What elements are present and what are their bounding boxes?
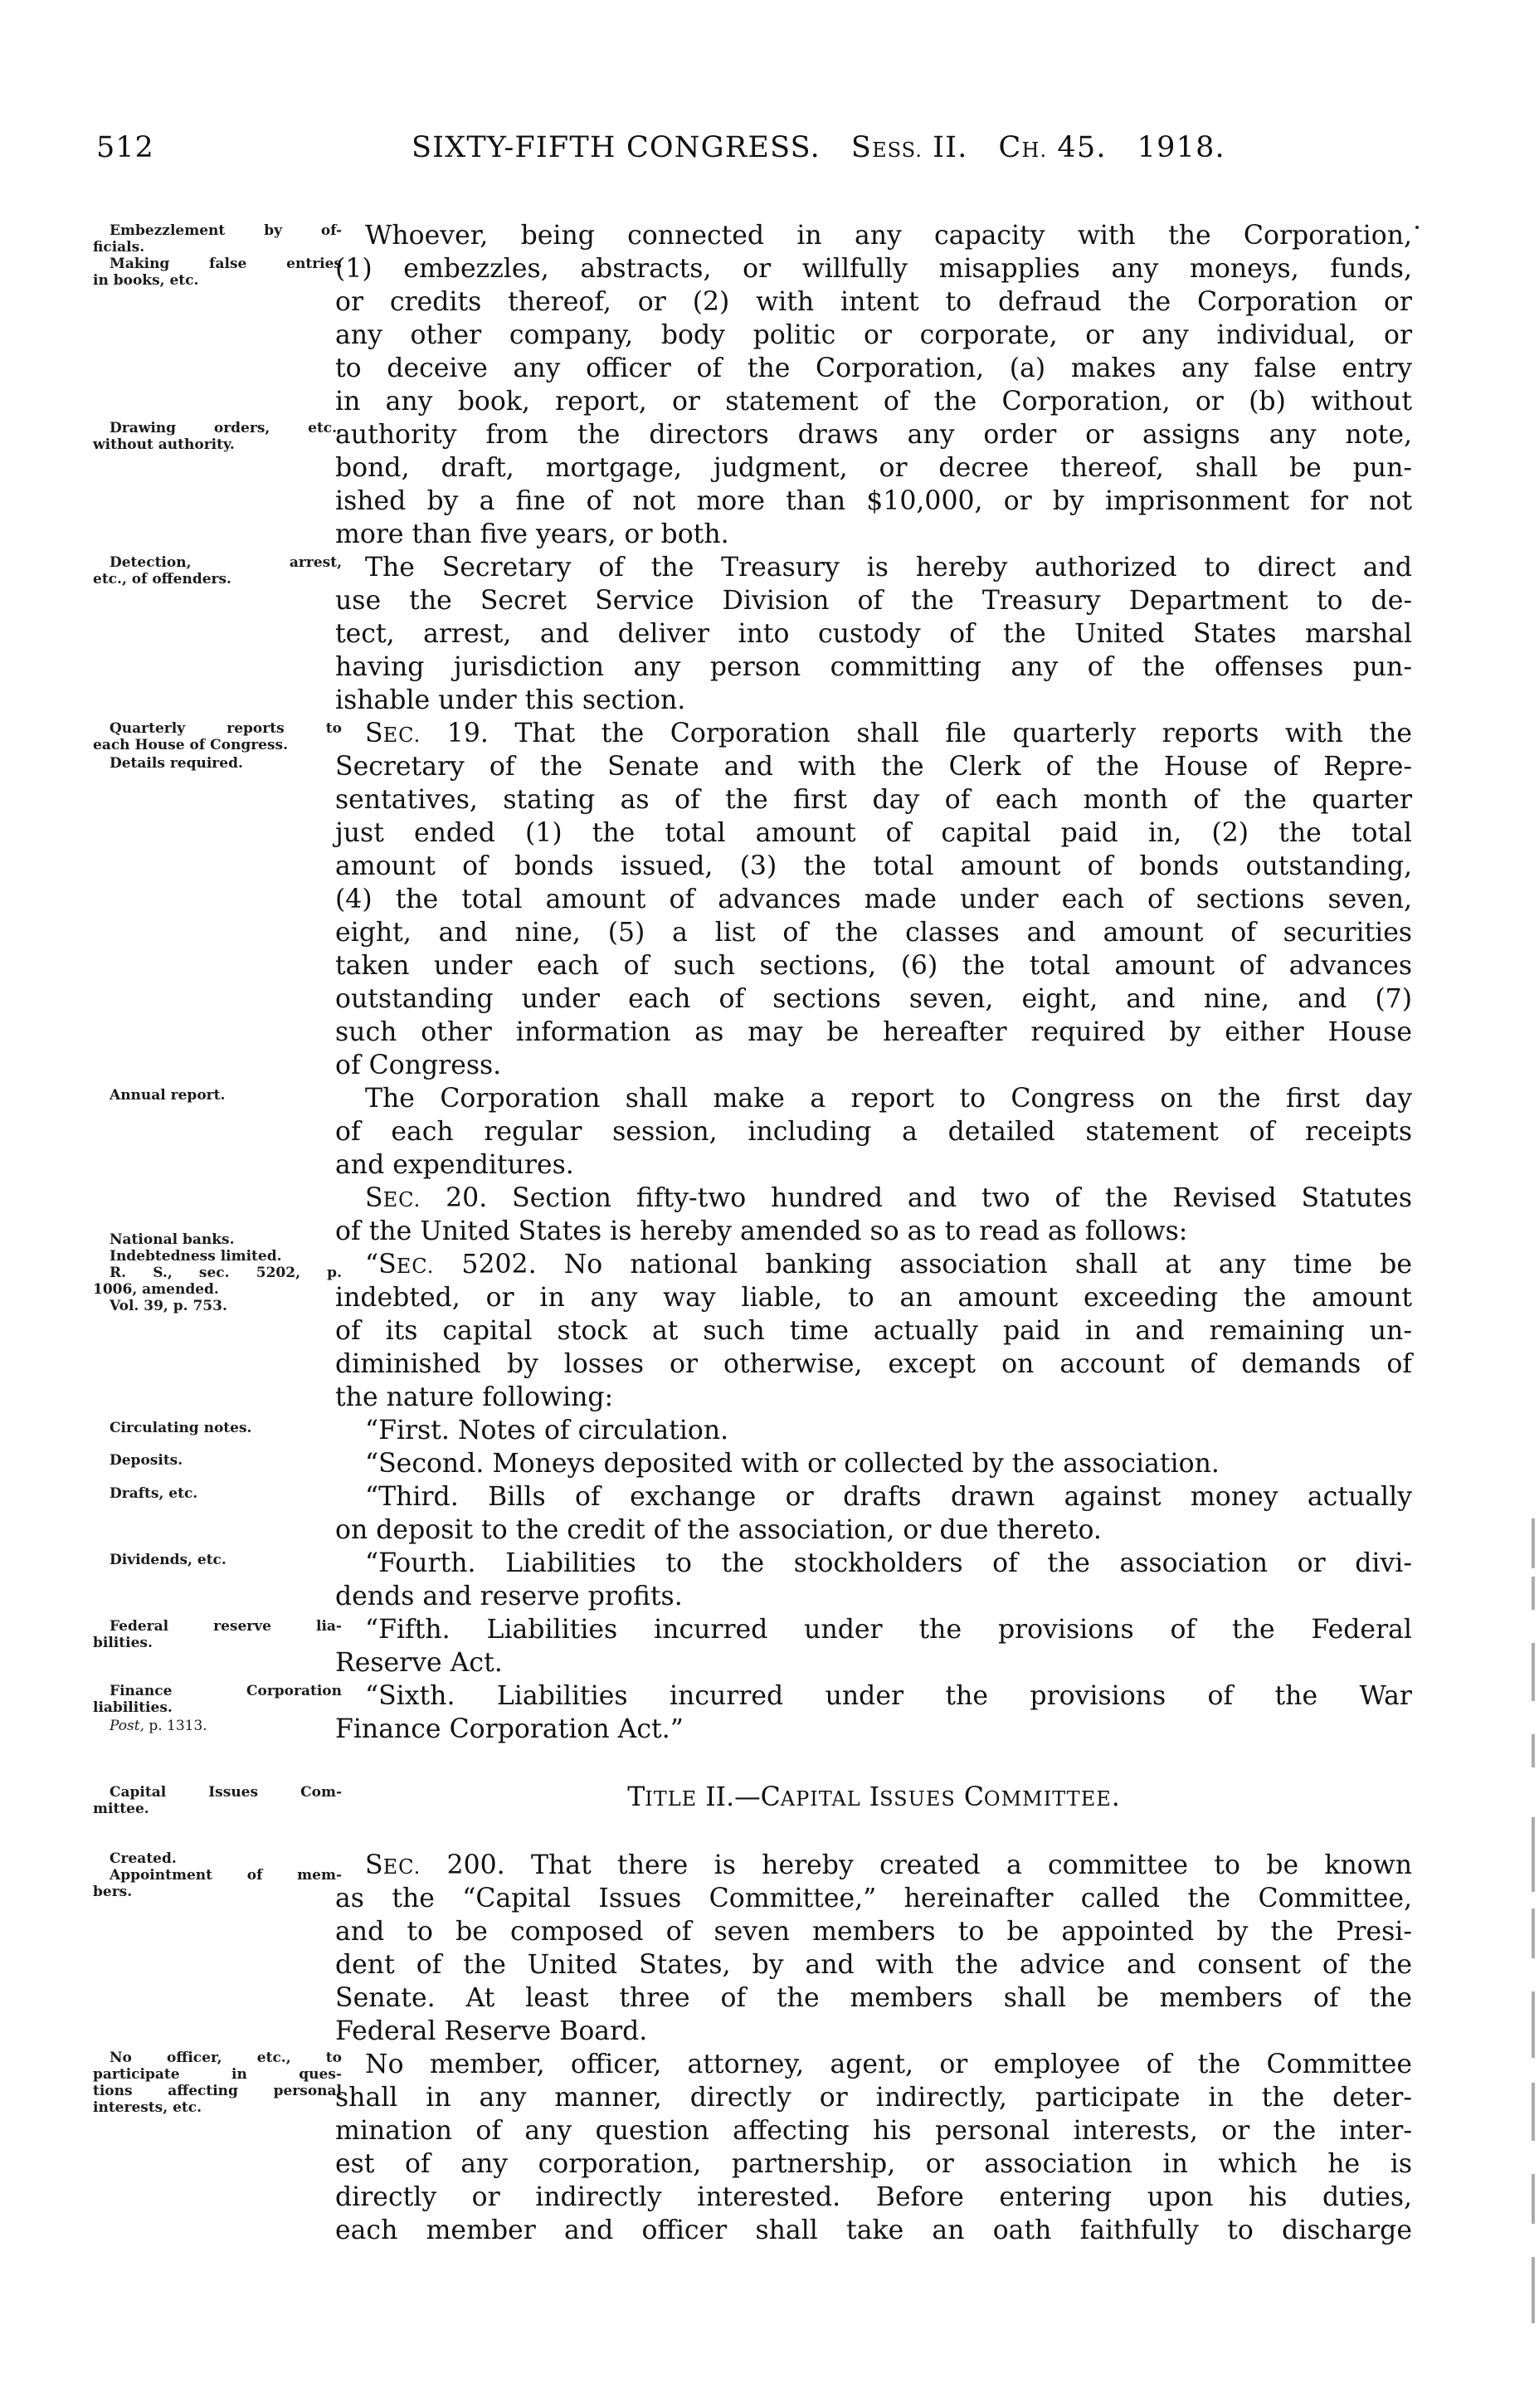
margin-note-line: bilities. xyxy=(93,1635,153,1651)
margin-note xyxy=(93,554,342,587)
body-line: of Congress. xyxy=(335,1050,502,1080)
body-line: eight, and nine, (5) a list of the classes and amount of securities xyxy=(335,918,1412,948)
scan-artifact xyxy=(1532,1817,1535,1892)
body-line: of the United States is hereby amended so as to read as follows: xyxy=(335,1216,1188,1246)
body-line: Whoever, being connected in any capacity with the Corporation, xyxy=(365,221,1412,251)
margin-note xyxy=(93,1248,342,1265)
body-line: of its capital stock at such time actually paid in and remaining un- xyxy=(335,1316,1412,1346)
scan-artifact xyxy=(1532,1991,1535,2058)
margin-note xyxy=(93,1784,342,1817)
body-line: (4) the total amount of advances made under each of sections seven, xyxy=(335,885,1412,914)
margin-note-line: Dividends, etc. xyxy=(110,1552,226,1568)
margin-note xyxy=(93,1298,342,1314)
margin-note-line: Post, p. 1313. xyxy=(110,1718,207,1734)
body-line: each member and officer shall take an oath faithfully to discharge xyxy=(335,2215,1412,2245)
margin-note xyxy=(93,720,342,753)
scan-artifact xyxy=(1532,2257,1535,2323)
scan-artifact xyxy=(1532,2083,1535,2141)
body-line: such other information as may be hereafter required by either House xyxy=(335,1017,1412,1047)
body-line: to deceive any officer of the Corporation, (a) makes any false entry xyxy=(335,353,1412,383)
body-line: indebted, or in any way liable, to an amount exceeding the amount xyxy=(335,1283,1412,1313)
margin-note xyxy=(93,1850,342,1867)
body-line: The Secretary of the Treasury is hereby authorized to direct and xyxy=(365,553,1412,583)
body-line: amount of bonds issued, (3) the total amount of bonds outstanding, xyxy=(335,851,1412,881)
body-line: est of any corporation, partnership, or association in which he is xyxy=(335,2149,1412,2179)
margin-note xyxy=(93,1420,342,1436)
body-line: bond, draft, mortgage, judgment, or decree thereof, shall be pun- xyxy=(335,453,1412,483)
margin-note-line: Embezzlement by of- xyxy=(110,222,342,239)
chapter-label: CH. 45. xyxy=(998,131,1107,164)
margin-note-line: Deposits. xyxy=(110,1452,183,1469)
body-line: “Fourth. Liabilities to the stockholders of the association or divi- xyxy=(365,1548,1412,1578)
body-line: Secretary of the Senate and with the Clerk of the House of Repre- xyxy=(335,752,1412,782)
congress-label: SIXTY-FIFTH CONGRESS. xyxy=(412,131,821,164)
margin-note-line: National banks. xyxy=(110,1231,235,1248)
margin-note-line: tions affecting personal xyxy=(93,2083,342,2099)
margin-note-line: Making false entries xyxy=(110,256,342,272)
body-line: on deposit to the credit of the association, or due thereto. xyxy=(335,1515,1102,1545)
body-line: Reserve Act. xyxy=(335,1648,503,1678)
body-line: sentatives, stating as of the first day of each month of the quarter xyxy=(335,785,1412,815)
running-head xyxy=(412,131,1225,164)
margin-note xyxy=(93,1618,342,1651)
margin-note xyxy=(93,420,342,453)
body-line: Senate. At least three of the members shall be members of the xyxy=(335,1983,1412,2013)
margin-note-line: participate in ques- xyxy=(93,2066,342,2083)
scan-artifact xyxy=(1532,2174,1535,2224)
body-line: diminished by losses or otherwise, except on account of demands of xyxy=(335,1349,1412,1379)
body-line: “Sixth. Liabilities incurred under the provisions of the War xyxy=(365,1681,1412,1711)
margin-note xyxy=(93,1718,342,1734)
margin-note xyxy=(93,256,342,289)
body-line: of each regular session, including a detailed statement of receipts xyxy=(335,1117,1412,1147)
body-line: having jurisdiction any person committing any of the offenses pun- xyxy=(335,652,1412,682)
margin-note-line: mittee. xyxy=(93,1801,149,1817)
body-line: as the “Capital Issues Committee,” hereinafter called the Committee, xyxy=(335,1884,1412,1913)
body-line: or credits thereof, or (2) with intent to defraud the Corporation or xyxy=(335,287,1412,317)
body-line: dent of the United States, by and with the advice and consent of the xyxy=(335,1950,1412,1980)
body-line: SEC. 200. That there is hereby created a committee to be known xyxy=(365,1850,1412,1880)
body-line: “Fifth. Liabilities incurred under the provisions of the Federal xyxy=(365,1615,1412,1645)
body-line: tect, arrest, and deliver into custody of the United States marshal xyxy=(335,619,1412,649)
margin-note xyxy=(93,222,342,256)
body-line: mination of any question affecting his personal interests, or the inter- xyxy=(335,2116,1412,2146)
body-line: any other company, body politic or corporate, or any individual, or xyxy=(335,320,1412,350)
margin-note-line: 1006, amended. xyxy=(93,1281,219,1298)
margin-note-line: Finance Corporation xyxy=(110,1683,342,1699)
body-line: “First. Notes of circulation. xyxy=(365,1416,729,1445)
margin-note-line: ficials. xyxy=(93,239,145,256)
margin-note xyxy=(93,2050,342,2116)
margin-note xyxy=(93,1485,342,1502)
body-line: ished by a fine of not more than $10,000, or by imprisonment for not xyxy=(335,486,1412,516)
scan-artifact xyxy=(1532,1908,1535,1958)
body-line: taken under each of such sections, (6) the total amount of advances xyxy=(335,951,1412,981)
body-line: the nature following: xyxy=(335,1382,614,1412)
body-line: use the Secret Service Division of the Treasury Department to de- xyxy=(335,586,1412,616)
page-header xyxy=(0,131,1539,171)
scan-artifact xyxy=(1532,1577,1535,1610)
margin-note-line: Federal reserve lia- xyxy=(110,1618,342,1635)
margin-note xyxy=(93,1552,342,1568)
body-line: authority from the directors draws any order or assigns any note, xyxy=(335,420,1412,450)
body-line: and to be composed of seven members to be appointed by the Presi- xyxy=(335,1917,1412,1947)
margin-note-line: without authority. xyxy=(93,436,235,453)
margin-note xyxy=(93,1231,342,1248)
margin-note-line: Detection, arrest, xyxy=(110,554,342,571)
margin-note xyxy=(93,1265,342,1298)
margin-note-line: No officer, etc., to xyxy=(110,2050,342,2066)
margin-note-line: Indebtedness limited. xyxy=(110,1248,282,1265)
body-line: Finance Corporation Act.” xyxy=(335,1714,684,1744)
body-line: “Third. Bills of exchange or drafts drawn against money actually xyxy=(365,1482,1412,1512)
body-line: outstanding under each of sections seven, eight, and nine, and (7) xyxy=(335,984,1412,1014)
margin-note-line: Appointment of mem- xyxy=(110,1867,342,1884)
scan-artifact xyxy=(1532,1643,1535,1701)
scan-artifact xyxy=(1532,1518,1535,1568)
body-line: “SEC. 5202. No national banking association shall at any time be xyxy=(365,1250,1412,1280)
margin-note-line: Drawing orders, etc., xyxy=(110,420,342,436)
margin-note-line: Drafts, etc. xyxy=(110,1485,198,1502)
body-line: and expenditures. xyxy=(335,1150,574,1180)
margin-note-line: each House of Congress. xyxy=(93,737,289,753)
body-line: The Corporation shall make a report to Congress on the first day xyxy=(365,1084,1412,1114)
body-line: ishable under this section. xyxy=(335,685,686,715)
title-heading: TITLE II.—CAPITAL ISSUES COMMITTEE. xyxy=(627,1782,1120,1812)
body-line: shall in any manner, directly or indirectly, participate in the deter- xyxy=(335,2083,1412,2113)
margin-note-line: Vol. 39, p. 753. xyxy=(110,1298,227,1314)
body-line: dends and reserve profits. xyxy=(335,1582,683,1611)
body-line: “Second. Moneys deposited with or collected by the association. xyxy=(365,1449,1220,1479)
page-number: 512 xyxy=(96,131,154,164)
margin-note-line: Circulating notes. xyxy=(110,1420,252,1436)
body-line: just ended (1) the total amount of capital paid in, (2) the total xyxy=(335,818,1412,848)
margin-note xyxy=(93,1683,342,1716)
margin-note-line: etc., of offenders. xyxy=(93,571,231,587)
body-line: No member, officer, attorney, agent, or employee of the Committee xyxy=(365,2050,1412,2079)
margin-note-line: bers. xyxy=(93,1884,133,1900)
body-line: SEC. 19. That the Corporation shall file quarterly reports with the xyxy=(365,719,1412,748)
margin-note xyxy=(93,755,342,772)
year-label: 1918. xyxy=(1137,131,1225,164)
margin-note xyxy=(93,1867,342,1900)
margin-note-line: Details required. xyxy=(110,755,243,772)
margin-note-line: interests, etc. xyxy=(93,2099,202,2116)
margin-note-line: in books, etc. xyxy=(93,272,199,289)
margin-note xyxy=(93,1087,342,1104)
body-line: SEC. 20. Section fifty-two hundred and two of the Revised Statutes xyxy=(365,1183,1412,1213)
margin-note-line: R. S., sec. 5202, p. xyxy=(110,1265,342,1281)
body-line: more than five years, or both. xyxy=(335,519,729,549)
scan-speck xyxy=(1415,226,1419,229)
margin-note-line: Created. xyxy=(110,1850,177,1867)
margin-note-line: Quarterly reports to xyxy=(110,720,342,737)
margin-note-line: Capital Issues Com- xyxy=(110,1784,342,1801)
scan-artifact xyxy=(1532,1734,1535,1767)
margin-note xyxy=(93,1452,342,1469)
body-line: directly or indirectly interested. Before entering upon his duties, xyxy=(335,2182,1412,2212)
body-line: (1) embezzles, abstracts, or willfully misapplies any moneys, funds, xyxy=(335,254,1412,284)
margin-note-line: liabilities. xyxy=(93,1699,173,1716)
session-label: SESS. II. xyxy=(850,131,968,164)
body-line: Federal Reserve Board. xyxy=(335,2016,648,2046)
margin-note-line: Annual report. xyxy=(110,1087,226,1104)
body-line: in any book, report, or statement of the Corporation, or (b) without xyxy=(335,387,1412,417)
